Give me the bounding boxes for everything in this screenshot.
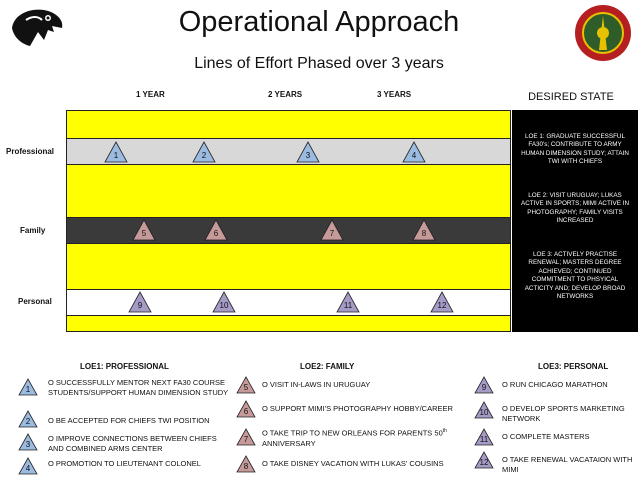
- professional-lane: [66, 138, 511, 165]
- legend-item-1: O SUCCESSFULLY MENTOR NEXT FA30 COURSE STUDENTS/SUPPORT HUMAN DIMENSION STUDY: [48, 378, 229, 397]
- milestone-triangle-8: 8: [412, 219, 436, 241]
- legend-item-7: O TAKE TRIP TO NEW ORLEANS FOR PARENTS 50th ANNIVERSARY: [262, 428, 447, 448]
- legend-triangle-11: 11: [474, 428, 494, 446]
- legend-item-9: O RUN CHICAGO MARATHON: [502, 380, 608, 389]
- legend-item-3: O IMPROVE CONNECTIONS BETWEEN CHIEFS AND COMBINED ARMS CENTER: [48, 434, 217, 453]
- milestone-triangle-4: 4: [402, 141, 426, 163]
- milestone-triangle-11: 11: [336, 291, 360, 313]
- desired-state-loe3: LOE 3: ACTIVELY PRACTISE RENEWAL; MASTERS DEGREE ACHIEVED; CONTINUED COMMITMENT TO PHSYICAL ACTICITY AND; DEVELOP BROAD NETWORKS: [524, 251, 626, 301]
- lane-label-personal: Personal: [18, 297, 52, 306]
- milestone-triangle-1: 1: [104, 141, 128, 163]
- desired-state-panel: [512, 110, 638, 332]
- legend-item-10: O DEVELOP SPORTS MARKETING NETWORK: [502, 404, 625, 423]
- legend-item-8: O TAKE DISNEY VACATION WITH LUKAS' COUSINS: [262, 459, 444, 468]
- year-1-label: 1 YEAR: [136, 90, 165, 99]
- lane-label-professional: Professional: [6, 147, 55, 156]
- desired-state-loe1: LOE 1: GRADUATE SUCCESSFUL FA30's; CONTRIBUTE TO ARMY HUMAN DIMENSION STUDY; ATTAIN TWI WITH CHIEFS: [521, 133, 629, 166]
- milestone-triangle-6: 6: [204, 219, 228, 241]
- legend-triangle-5: 5: [236, 376, 256, 394]
- lane-label-family: Family: [20, 226, 46, 235]
- milestone-triangle-5: 5: [132, 219, 156, 241]
- legend-triangle-3: 3: [18, 433, 38, 451]
- legend-item-4: O PROMOTION TO LIEUTENANT COLONEL: [48, 459, 201, 468]
- milestone-triangle-2: 2: [192, 141, 216, 163]
- legend-item-5: O VISIT IN-LAWS IN URUGUAY: [262, 380, 371, 389]
- legend-triangle-1: 1: [18, 378, 38, 396]
- legend-triangle-6: 6: [236, 400, 256, 418]
- desired-state-label: DESIRED STATE: [528, 91, 614, 103]
- year-2-label: 2 YEARS: [268, 90, 303, 99]
- information-seal-icon: [574, 4, 632, 62]
- year-3-label: 3 YEARS: [377, 90, 412, 99]
- milestone-triangle-12: 12: [430, 291, 454, 313]
- legend-item-6: O SUPPORT MIMI'S PHOTOGRAPHY HOBBY/CAREER: [262, 404, 453, 413]
- legend-triangle-8: 8: [236, 455, 256, 473]
- legend-triangle-12: 12: [474, 451, 494, 469]
- milestone-triangle-3: 3: [296, 141, 320, 163]
- page-subtitle: Lines of Effort Phased over 3 years: [194, 55, 444, 72]
- legend-triangle-4: 4: [18, 457, 38, 475]
- milestone-triangle-9: 9: [128, 291, 152, 313]
- legend-triangle-7: 7: [236, 428, 256, 446]
- page-title: Operational Approach: [178, 6, 460, 38]
- legend-triangle-10: 10: [474, 401, 494, 419]
- legend-item-12: O TAKE RENEWAL VACATAION WITH MIMI: [502, 455, 633, 474]
- legend-loe2-heading: LOE2: FAMILY: [300, 362, 355, 371]
- legend-loe1-heading: LOE1: PROFESSIONAL: [80, 362, 169, 371]
- legend-loe3-heading: LOE3: PERSONAL: [538, 362, 609, 371]
- legend-triangle-9: 9: [474, 376, 494, 394]
- desired-state-loe2: LOE 2: VISIT URUGUAY; LUKAS ACTIVE IN SPORTS; MIMI ACTIVE IN PHOTOGRAPHY; FAMILY VISITS INCREASED: [521, 192, 629, 225]
- legend-triangle-2: 2: [18, 410, 38, 428]
- legend-item-11: O COMPLETE MASTERS: [502, 432, 590, 441]
- milestone-triangle-7: 7: [320, 219, 344, 241]
- milestone-triangle-10: 10: [212, 291, 236, 313]
- legend-item-2: O BE ACCEPTED FOR CHIEFS TWI POSITION: [48, 416, 210, 425]
